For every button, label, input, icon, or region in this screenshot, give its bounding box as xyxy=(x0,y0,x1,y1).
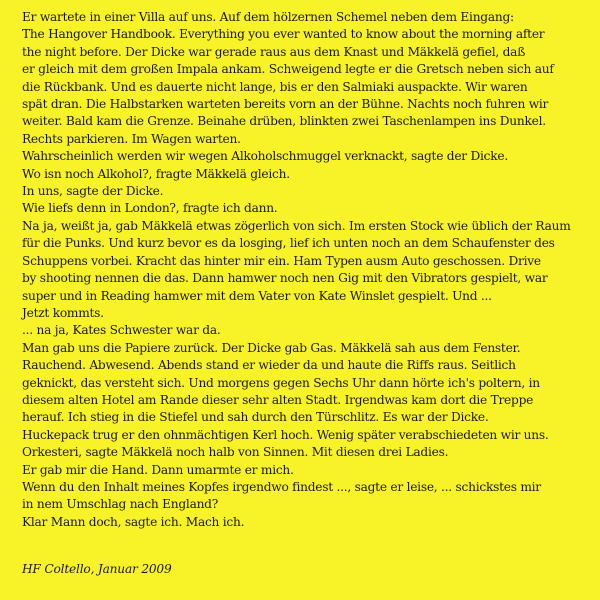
signature: HF Coltello, Januar 2009 xyxy=(22,562,172,576)
text-line: spät dran. Die Halbstarken warteten bereits vorn an der Bühne. Nachts noch fuhren wir xyxy=(22,97,549,112)
text-line: Rechts parkieren. Im Wagen warten. xyxy=(22,131,241,146)
text-line: Man gab uns die Papiere zurück. Der Dicke gab Gas. Mäkkelä sah aus dem Fenster. xyxy=(22,340,521,355)
text-line: er gleich mit dem großen Impala ankam. Schweigend legte er die Gretsch neben sich auf xyxy=(22,62,554,77)
text-line: Er gab mir die Hand. Dann umarmte er mich. xyxy=(22,462,294,477)
text-line: die Rückbank. Und es dauerte nicht lange, bis er den Salmiaki auspackte. Wir waren xyxy=(22,79,528,94)
text-line: Wenn du den Inhalt meines Kopfes irgendwo findest ..., sagte er leise, ... schickstes mir xyxy=(22,479,541,494)
text-line: Schuppens vorbei. Kracht das hinter mir ein. Ham Typen ausm Auto geschossen. Drive xyxy=(22,253,541,268)
story-text xyxy=(22,9,586,531)
text-line: in nem Umschlag nach England? xyxy=(22,497,219,512)
text-line: diesem alten Hotel am Rande dieser sehr alten Stadt. Irgendwas kam dort die Treppe xyxy=(22,392,534,407)
text-line: Wahrscheinlich werden wir wegen Alkoholschmuggel verknackt, sagte der Dicke. xyxy=(22,149,508,164)
text-line: the night before. Der Dicke war gerade raus aus dem Knast und Mäkkelä gefiel, daß xyxy=(22,44,526,59)
text-line: Jetzt kommts. xyxy=(22,305,104,320)
text-line: super und in Reading hamwer mit dem Vater von Kate Winslet gespielt. Und ... xyxy=(22,288,492,303)
text-line: Huckepack trug er den ohnmächtigen Kerl hoch. Wenig später verabschiedeten wir uns. xyxy=(22,427,549,442)
text-line: Orkesteri, sagte Mäkkelä noch halb von Sinnen. Mit diesen drei Ladies. xyxy=(22,445,449,460)
text-line: ... na ja, Kates Schwester war da. xyxy=(22,323,221,338)
text-line: Na ja, weißt ja, gab Mäkkelä etwas zögerlich von sich. Im ersten Stock wie üblich der Raum xyxy=(22,218,571,233)
text-line: Rauchend. Abwesend. Abends stand er wieder da und haute die Riffs raus. Seitlich xyxy=(22,358,516,373)
text-line: by shooting nennen die das. Dann hamwer noch nen Gig mit den Vibrators gespielt, war xyxy=(22,271,548,286)
text-line: herauf. Ich stieg in die Stiefel und sah durch den Türschlitz. Es war der Dicke. xyxy=(22,410,489,425)
text-line: The Hangover Handbook. Everything you ever wanted to know about the morning after xyxy=(22,27,545,42)
text-line: für die Punks. Und kurz bevor es da losging, lief ich unten noch an dem Schaufenster des xyxy=(22,236,555,251)
text-line: Er wartete in einer Villa auf uns. Auf dem hölzernen Schemel neben dem Eingang: xyxy=(22,10,514,24)
text-line: weiter. Bald kam die Grenze. Beinahe drüben, blinkten zwei Taschenlampen ins Dunkel. xyxy=(22,114,546,129)
text-line: In uns, sagte der Dicke. xyxy=(22,184,164,199)
text-line: Wie liefs denn in London?, fragte ich dann. xyxy=(22,201,278,216)
text-line: Wo isn noch Alkohol?, fragte Mäkkelä gleich. xyxy=(22,166,290,181)
text-line: Klar Mann doch, sagte ich. Mach ich. xyxy=(22,514,245,529)
text-line: geknickt, das versteht sich. Und morgens gegen Sechs Uhr dann hörte ich's poltern, in xyxy=(22,375,540,390)
